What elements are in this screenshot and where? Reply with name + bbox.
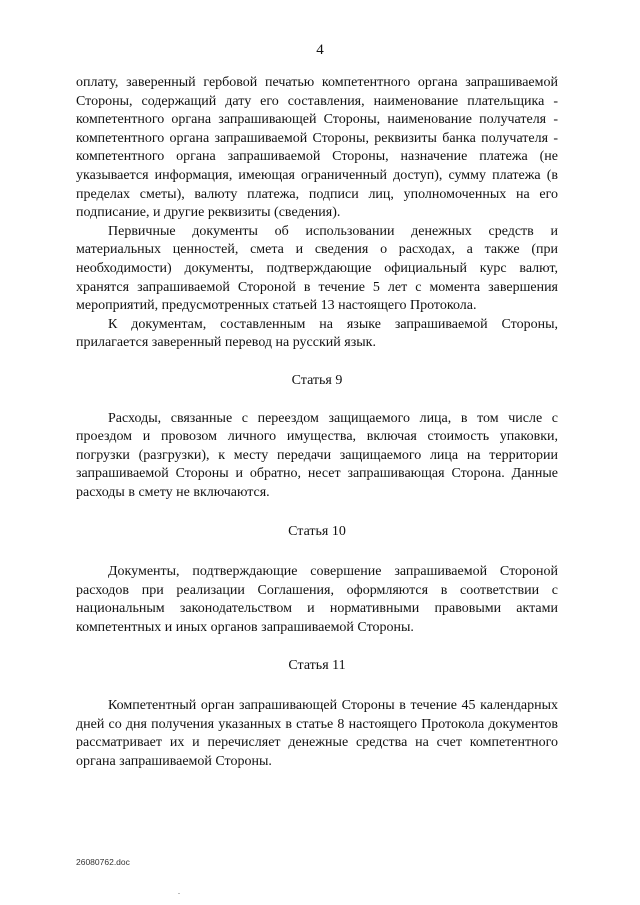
article-11-text: Компетентный орган запрашивающей Стороны в течение 45 календарных дней со дня получения указанных в статье 8 настоящего Протокола документов рассматривает их и перечисляет денежные средства на счет компетентного органа запрашиваемой Стороны. [76, 698, 558, 769]
footer-filename: 26080762.doc [76, 857, 130, 867]
document-body [76, 74, 558, 771]
article-10-text: Документы, подтверждающие совершение запрашиваемой Стороной расходов при реализации Соглашения, оформляются в соответствии с национальным законодательством и нормативными правовыми актами компетентных и иных органов запрашиваемой Стороны. [76, 564, 558, 635]
article-9-heading: Статья 9 [291, 372, 343, 388]
paragraph-primary-documents: Первичные документы об использовании денежных средств и материальных ценностей, смета и сведения о расходах, а также (при необходимости) документы, подтверждающие официальный курс валют, хранятся запрашиваемой Стороной в течение 5 лет с момента завершения мероприятий, предусмотренных статьей 13 настоящего Протокола. [76, 223, 558, 314]
scan-speck [178, 893, 180, 894]
paragraph-continued: оплату, заверенный гербовой печатью компетентного органа запрашиваемой Стороны, содержащий дату его составления, наименование плательщика - компетентного органа запрашивающей Стороны, наименование получателя - компетентного органа запрашиваемой Стороны, реквизиты банка получателя - компетентного органа запрашиваемой Стороны, назначение платежа (не указывается информация, имеющая ограниченный доступ), сумму платежа (в пределах сметы), валюту платежа, подписи лиц, уполномоченных на его подписание, и другие реквизиты (сведения). [76, 75, 558, 221]
page-number: 4 [316, 42, 324, 58]
paragraph-translation: К документам, составленным на языке запрашиваемой Стороны, прилагается заверенный перевод на русский язык. [76, 316, 558, 351]
article-11-heading: Статья 11 [288, 658, 346, 674]
article-10-heading: Статья 10 [288, 524, 346, 540]
article-9-text: Расходы, связанные с переездом защищаемого лица, в том числе с проездом и провозом личного имущества, включая стоимость упаковки, погрузки (разгрузки), к месту передачи защищаемого лица на территории запрашиваемой Стороны и обратно, несет запрашивающая Сторона. Данные расходы в смету не включаются. [76, 410, 558, 500]
